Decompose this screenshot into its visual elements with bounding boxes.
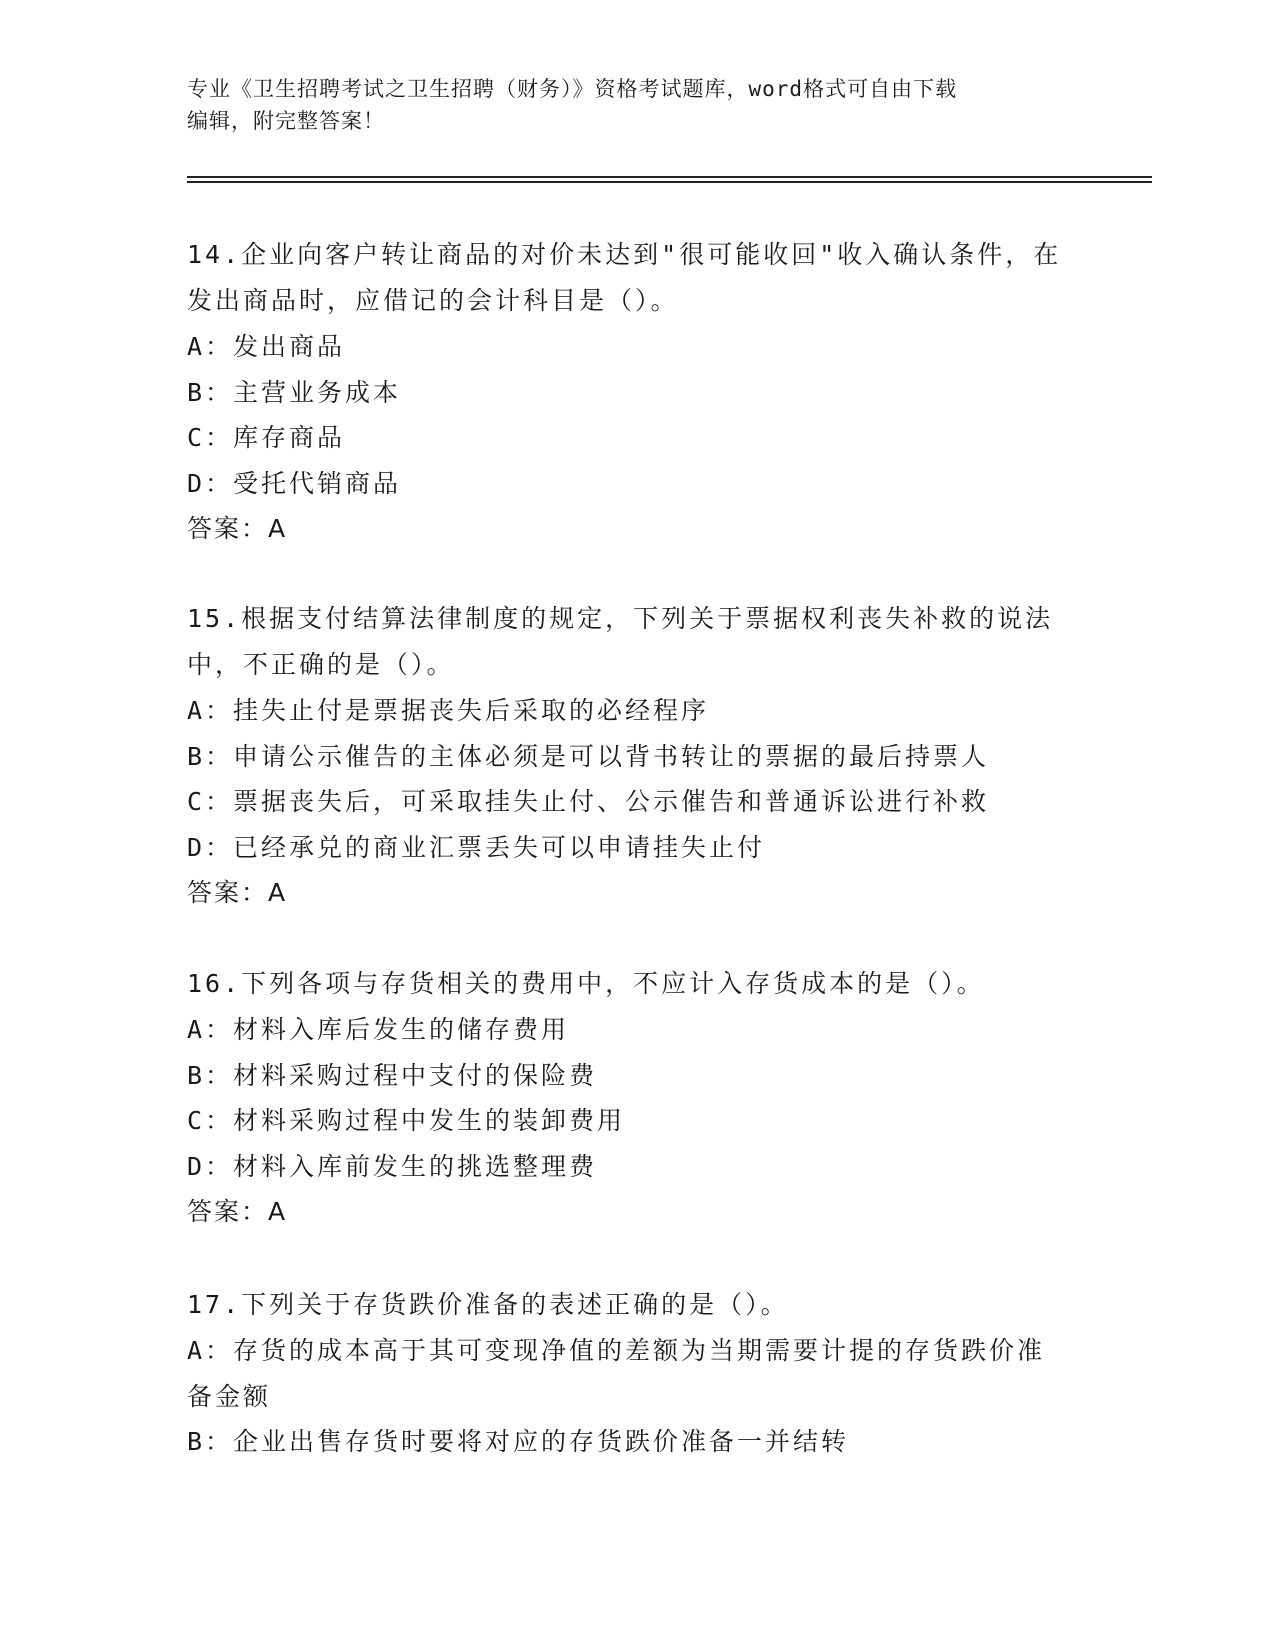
option-b: B：主营业务成本 (187, 377, 402, 407)
option-d: D：受托代销商品 (187, 468, 402, 498)
header-line-1: 专业《卫生招聘考试之卫生招聘（财务）》资格考试题库，word格式可自由下载 (187, 77, 958, 101)
question-stem-line: 16.下列各项与存货相关的费用中，不应计入存货成本的是（）。 (187, 969, 985, 998)
answer: 答案：A (187, 514, 288, 543)
option-c: C：票据丧失后，可采取挂失止付、公示催告和普通诉讼进行补救 (187, 787, 990, 816)
question-stem-line: 15.根据支付结算法律制度的规定，下列关于票据权利丧失补救的说法 (187, 604, 1054, 633)
header-divider-top (187, 176, 1152, 178)
option-b: B：申请公示催告的主体必须是可以背书转让的票据的最后持票人 (187, 741, 990, 771)
option-b: B：材料采购过程中支付的保险费 (187, 1060, 598, 1090)
option-b: B：企业出售存货时要将对应的存货跌价准备一并结转 (187, 1427, 850, 1456)
question-stem-line: 17.下列关于存货跌价准备的表述正确的是（）。 (187, 1290, 789, 1319)
question-stem-line: 中，不正确的是（）。 (187, 650, 455, 679)
option-a: A：挂失止付是票据丧失后采取的必经程序 (187, 696, 710, 725)
option-d: D：已经承兑的商业汇票丢失可以申请挂失止付 (187, 832, 766, 862)
question-15 (187, 596, 1087, 916)
question-17 (187, 1282, 1087, 1465)
question-16 (187, 961, 1087, 1235)
option-a: A：发出商品 (187, 332, 346, 361)
question-stem-line: 发出商品时，应借记的会计科目是（）。 (187, 286, 679, 315)
question-stem-line: 14.企业向客户转让商品的对价未达到"很可能收回"收入确认条件，在 (187, 240, 1062, 269)
option-c: C：材料采购过程中发生的装卸费用 (187, 1106, 626, 1135)
header-line-2: 编辑，附完整答案！ (187, 109, 385, 133)
option-a-line-2: 备金额 (187, 1381, 272, 1411)
question-14 (187, 232, 1087, 552)
answer: 答案：A (187, 878, 288, 907)
header-divider-bottom (187, 181, 1152, 183)
option-a: A：材料入库后发生的储存费用 (187, 1015, 570, 1044)
option-d: D：材料入库前发生的挑选整理费 (187, 1151, 598, 1181)
option-c: C：库存商品 (187, 423, 346, 452)
option-a-line-1: A：存货的成本高于其可变现净值的差额为当期需要计提的存货跌价准 (187, 1336, 1046, 1365)
document-header (187, 73, 1087, 137)
answer: 答案：A (187, 1197, 288, 1226)
